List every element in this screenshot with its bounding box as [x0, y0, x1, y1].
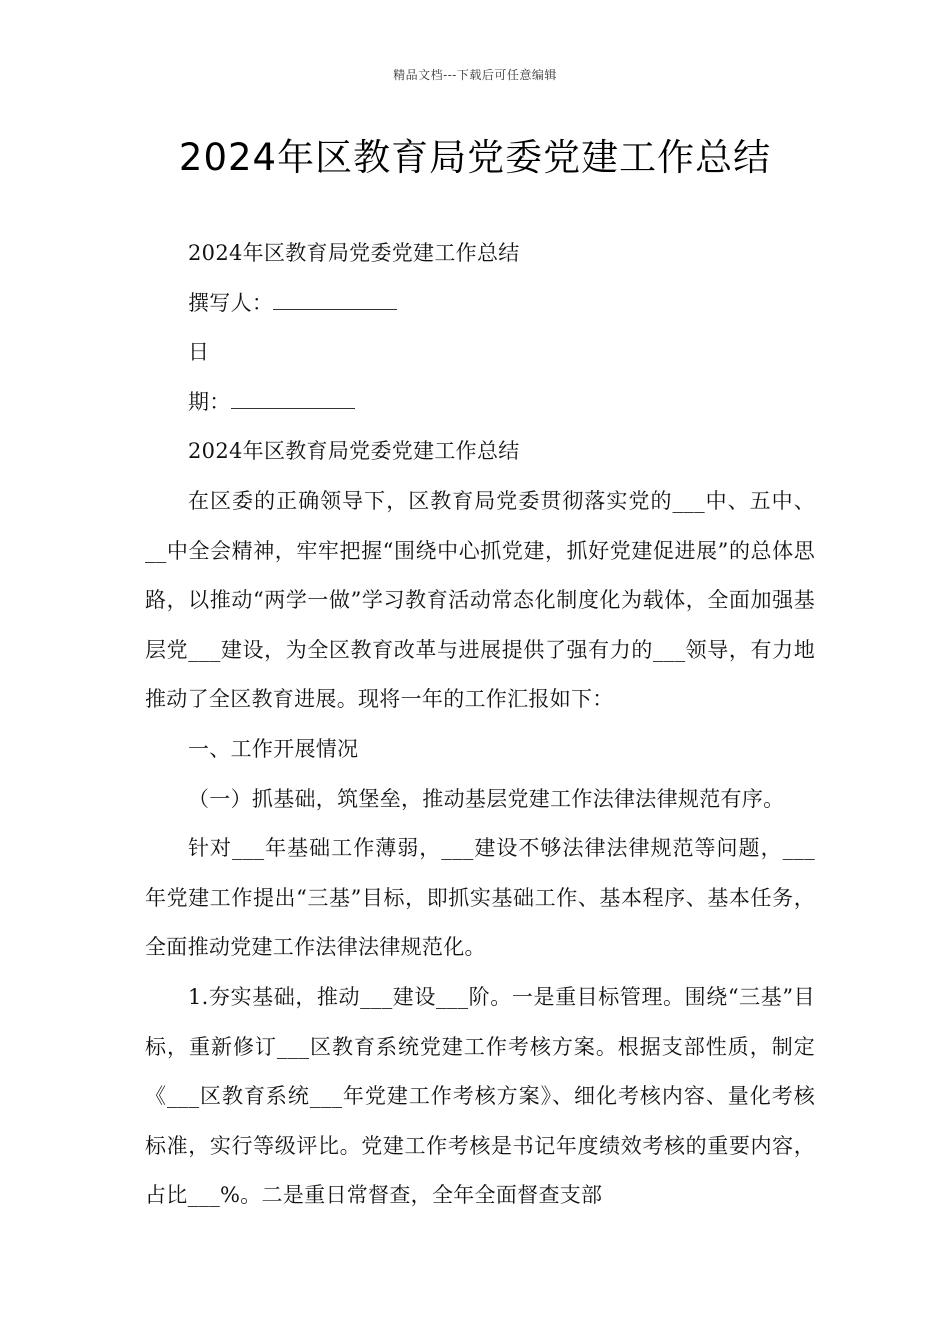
- document-body: [145, 229, 815, 1221]
- date-line: [145, 378, 815, 428]
- author-blank: [273, 291, 397, 310]
- subtitle-repeat-line: 2024年区教育局党委党建工作总结: [188, 439, 520, 464]
- intro-paragraph: 在区委的正确领导下，区教育局党委贯彻落实党的___中、五中、__中全会精神，牢牢把握“围绕中心抓党建，抓好党建促进展”的总体思路，以推动“两学一做”学习教育活动常态化制度化为载体，全面加强基层党___建设，为全区教育改革与进展提供了强有力的___领导，有力地推动了全区教育进展。现将一年的工作汇报如下：: [145, 488, 815, 712]
- document-title: 2024年区教育局党委党建工作总结: [178, 136, 772, 179]
- subsection-heading: （一）抓基础，筑堡垒，推动基层党建工作法律法律规范有序。: [188, 786, 785, 811]
- header-note: 精品文档---下载后可任意编辑: [393, 68, 557, 82]
- body-paragraph: 1.夯实基础，推动___建设___阶。一是重目标管理。围绕“三基”目标，重新修订___区教育系统党建工作考核方案。根据支部性质，制定《___区教育系统___年党建工作考核方案》、细化考核内容、量化考核标准，实行等级评比。党建工作考核是书记年度绩效考核的重要内容，占比___%。二是重日常督查，全年全面督查支部: [145, 984, 815, 1208]
- author-line: [145, 279, 815, 329]
- date-label: 期：: [188, 389, 231, 414]
- section-heading: 一、工作开展情况: [188, 736, 359, 761]
- author-label: 撰写人：: [188, 290, 274, 315]
- subtitle-line: 2024年区教育局党委党建工作总结: [188, 241, 520, 265]
- body-paragraph: 针对___年基础工作薄弱，___建设不够法律法律规范等问题，___年党建工作提出“三基”目标，即抓实基础工作、基本程序、基本任务，全面推动党建工作法律法律规范化。: [145, 836, 815, 960]
- date-label-line1: 日: [188, 340, 210, 365]
- date-blank: [231, 390, 355, 409]
